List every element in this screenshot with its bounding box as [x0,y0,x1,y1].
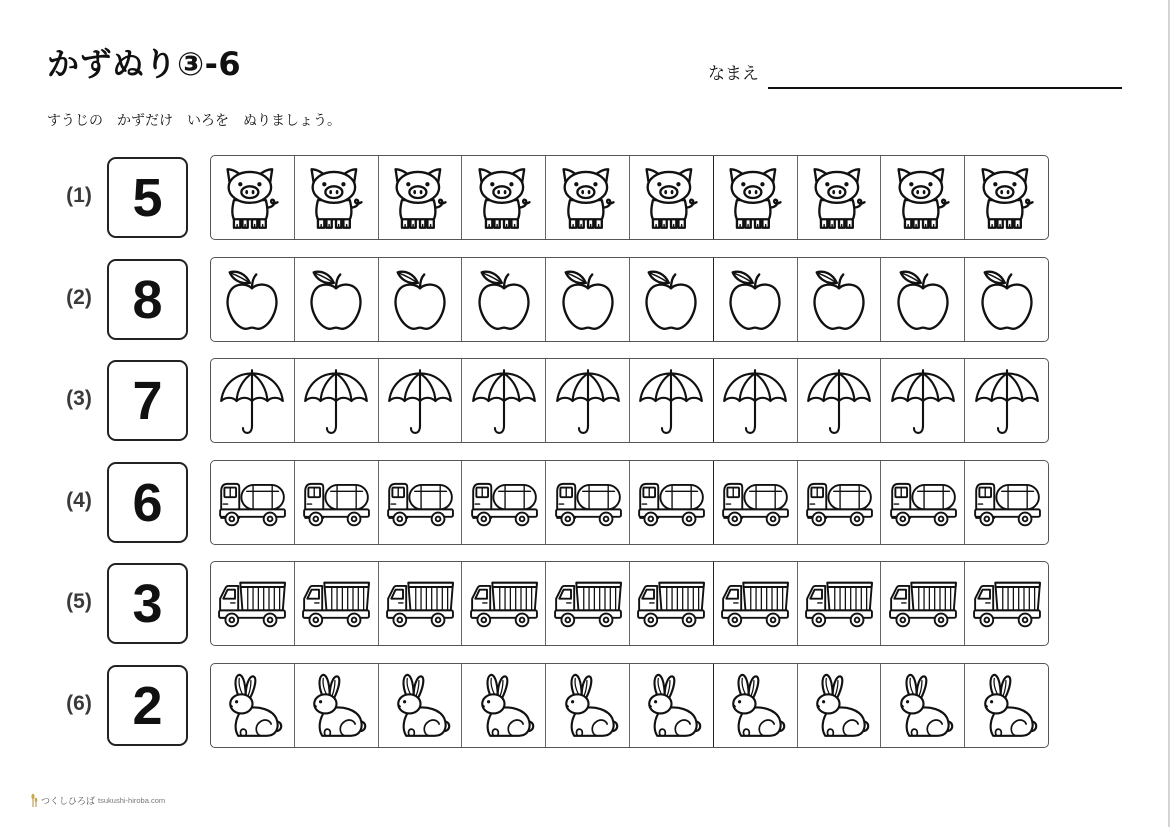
target-number: 3 [132,573,163,634]
pig-icon [889,164,957,232]
picture-cell[interactable] [797,562,881,645]
rabbit-icon [805,672,873,740]
footer-brand [30,792,165,808]
picture-strip [210,561,1049,646]
picture-cell[interactable] [378,562,462,645]
picture-cell[interactable] [880,156,964,239]
pig-icon [805,164,873,232]
target-number: 5 [132,167,163,228]
rabbit-icon [889,672,957,740]
picture-cell[interactable] [964,664,1048,747]
picture-cell[interactable] [378,461,462,544]
apple-icon [637,266,705,334]
tanker-truck-icon [302,469,370,537]
picture-cell[interactable] [461,156,545,239]
picture-cell[interactable] [294,359,378,442]
number-box [107,563,188,644]
dump-truck-icon [889,570,957,638]
problem-label: (6) [66,692,92,715]
picture-strip [210,358,1049,443]
picture-cell[interactable] [964,258,1048,341]
picture-cell[interactable] [880,664,964,747]
umbrella-icon [889,367,957,435]
dump-truck-icon [637,570,705,638]
umbrella-icon [973,367,1041,435]
umbrella-icon [637,367,705,435]
picture-cell[interactable] [378,258,462,341]
picture-cell[interactable] [713,359,797,442]
picture-strip [210,460,1049,545]
picture-cell[interactable] [545,156,629,239]
picture-cell[interactable] [378,359,462,442]
dump-truck-icon [386,570,454,638]
problem-label: (4) [66,489,92,512]
rabbit-icon [721,672,789,740]
tanker-truck-icon [637,469,705,537]
tanker-truck-icon [889,469,957,537]
problem-label: (2) [66,286,92,309]
problem-row [0,155,1100,241]
name-label: なまえ [708,64,759,84]
rabbit-icon [637,672,705,740]
pig-icon [554,164,622,232]
number-box [107,259,188,340]
picture-cell[interactable] [880,359,964,442]
rabbit-icon [470,672,538,740]
picture-cell[interactable] [294,258,378,341]
site-url: tsukushi-hiroba.com [98,795,166,805]
umbrella-icon [218,367,286,435]
pig-icon [386,164,454,232]
problem-label: (1) [66,184,92,207]
picture-cell[interactable] [880,461,964,544]
picture-strip [210,257,1049,342]
picture-cell[interactable] [797,359,881,442]
apple-icon [805,266,873,334]
rabbit-icon [386,672,454,740]
picture-cell[interactable] [964,359,1048,442]
picture-cell[interactable] [461,258,545,341]
rabbit-icon [554,672,622,740]
picture-cell[interactable] [461,461,545,544]
picture-cell[interactable] [211,359,294,442]
pig-icon [302,164,370,232]
problem-row [0,460,1100,546]
picture-cell[interactable] [629,156,713,239]
picture-cell[interactable] [378,156,462,239]
dump-truck-icon [554,570,622,638]
apple-icon [889,266,957,334]
picture-cell[interactable] [713,258,797,341]
dump-truck-icon [973,570,1041,638]
picture-cell[interactable] [378,664,462,747]
picture-cell[interactable] [713,664,797,747]
tanker-truck-icon [218,469,286,537]
name-field[interactable] [768,87,1122,89]
picture-cell[interactable] [964,562,1048,645]
tanker-truck-icon [386,469,454,537]
tanker-truck-icon [470,469,538,537]
target-number: 6 [132,472,163,533]
apple-icon [302,266,370,334]
picture-cell[interactable] [461,359,545,442]
problem-row [0,257,1100,343]
picture-strip [210,663,1049,748]
picture-cell[interactable] [629,258,713,341]
picture-cell[interactable] [294,156,378,239]
picture-cell[interactable] [211,664,294,747]
pig-icon [721,164,789,232]
picture-strip [210,155,1049,240]
dump-truck-icon [805,570,873,638]
picture-cell[interactable] [713,156,797,239]
picture-cell[interactable] [880,562,964,645]
picture-cell[interactable] [211,258,294,341]
number-box [107,462,188,543]
picture-cell[interactable] [545,461,629,544]
pig-icon [973,164,1041,232]
rabbit-icon [302,672,370,740]
picture-cell[interactable] [294,664,378,747]
picture-cell[interactable] [545,664,629,747]
rabbit-icon [218,672,286,740]
problem-label: (3) [66,387,92,410]
picture-cell[interactable] [629,461,713,544]
pig-icon [470,164,538,232]
apple-icon [386,266,454,334]
apple-icon [721,266,789,334]
problem-row [0,358,1100,444]
picture-cell[interactable] [797,461,881,544]
dump-truck-icon [470,570,538,638]
brand-name: つくしひろば [41,796,96,807]
picture-cell[interactable] [294,562,378,645]
picture-cell[interactable] [797,156,881,239]
picture-cell[interactable] [211,562,294,645]
apple-icon [470,266,538,334]
picture-cell[interactable] [545,258,629,341]
number-box [107,360,188,441]
apple-icon [973,266,1041,334]
picture-cell[interactable] [713,562,797,645]
picture-cell[interactable] [629,664,713,747]
apple-icon [218,266,286,334]
problem-label: (5) [66,590,92,613]
picture-cell[interactable] [545,562,629,645]
umbrella-icon [470,367,538,435]
worksheet-title: かずぬり③-6 [47,45,242,83]
umbrella-icon [386,367,454,435]
picture-cell[interactable] [797,664,881,747]
picture-cell[interactable] [964,156,1048,239]
dump-truck-icon [218,570,286,638]
picture-cell[interactable] [629,359,713,442]
target-number: 2 [132,675,163,736]
dump-truck-icon [302,570,370,638]
umbrella-icon [721,367,789,435]
pig-icon [218,164,286,232]
number-box [107,157,188,238]
dump-truck-icon [721,570,789,638]
target-number: 7 [132,370,163,431]
picture-cell[interactable] [294,461,378,544]
picture-cell[interactable] [461,664,545,747]
tanker-truck-icon [805,469,873,537]
umbrella-icon [554,367,622,435]
number-box [107,665,188,746]
instruction-text: すうじの かずだけ いろを ぬりましょう。 [47,113,341,129]
apple-icon [554,266,622,334]
picture-cell[interactable] [211,156,294,239]
target-number: 8 [132,269,163,330]
pig-icon [637,164,705,232]
picture-cell[interactable] [545,359,629,442]
tsukushi-icon [30,793,38,807]
problem-row [0,561,1100,647]
tanker-truck-icon [973,469,1041,537]
picture-cell[interactable] [629,562,713,645]
picture-cell[interactable] [797,258,881,341]
picture-cell[interactable] [211,461,294,544]
picture-cell[interactable] [880,258,964,341]
picture-cell[interactable] [461,562,545,645]
rabbit-icon [973,672,1041,740]
tanker-truck-icon [554,469,622,537]
umbrella-icon [805,367,873,435]
umbrella-icon [302,367,370,435]
picture-cell[interactable] [964,461,1048,544]
tanker-truck-icon [721,469,789,537]
picture-cell[interactable] [713,461,797,544]
problem-row [0,663,1100,749]
